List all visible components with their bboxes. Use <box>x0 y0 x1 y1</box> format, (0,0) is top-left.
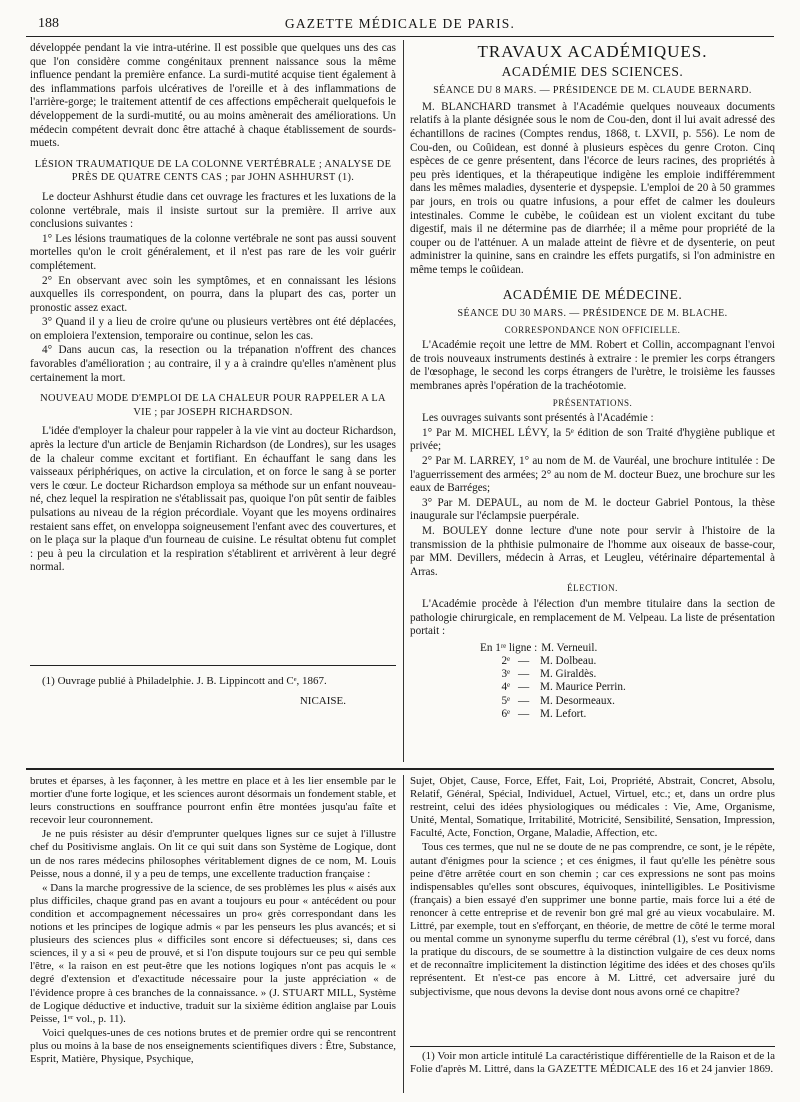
paragraph: Sujet, Objet, Cause, Force, Effet, Fait, Loi, Propriété, Abstrait, Concret, Absolu, Relatif, Général, Spécial, Individuel, Actuel, Virtuel, etc.; et, dans un ordre plus restreint, celui des idées physiologiques ou médicales : Vie, Ame, Organisme, Unité, Mental, Somatique, Irritabilité, Motricité, Sensibilité, Sensation, Impression, Faculté, Acte, Fonction, Organe, Maladie, Affection, etc. <box>410 775 775 840</box>
election-row: 5ᵉ — M. Desormeaux. <box>501 694 615 707</box>
paragraph: développée pendant la vie intra-utérine. Il est possible que quelques uns des cas que l'on considère comme congénitaux prennent naissance sous la même influence pendant la première enfance. La surdi-mutité acquise tient également à des inflammations parfois ulcératives de l'oreille et à des inflammations de l'arrière-gorge; le traitement attentif de ces affections empêcherait quelquefois le développement de la surdi-mutité, ou au moins amènerait des améliorations. Un médecin compétent devrait donc être attaché à chaque établissement de sourds-muets. <box>30 42 396 150</box>
paragraph: Voici quelques-unes de ces notions brutes et de premier ordre qui se rencontrent plus ou moins à la base de nos enseignements scientifiques divers : Être, Substance, Esprit, Matière, Physique, Psychique, <box>30 1026 396 1065</box>
footnote-rule <box>410 1046 775 1047</box>
academy-title-sciences: ACADÉMIE DES SCIENCES. <box>501 63 684 79</box>
election-row: 3ᵉ — M. Giraldès. <box>501 668 597 681</box>
left-column <box>30 42 396 576</box>
footnote: (1) Ouvrage publié à Philadelphie. J. B. Lippincott and Cᵉ, 1867. <box>42 675 327 687</box>
election-row: 2ᵉ — M. Dolbeau. <box>501 654 597 667</box>
election-row: 4ᵉ — M. Maurice Perrin. <box>501 681 626 694</box>
feuilleton-rule <box>26 768 774 770</box>
subheading-correspondance: CORRESPONDANCE NON OFFICIELLE. <box>504 324 681 335</box>
running-title: GAZETTE MÉDICALE DE PARIS. <box>284 16 516 31</box>
election-list <box>480 642 775 721</box>
column-divider <box>403 40 404 762</box>
footnote-rule <box>30 665 396 666</box>
page-header <box>26 14 774 37</box>
subheading-election: ÉLECTION. <box>567 583 618 594</box>
feuilleton-right-column <box>410 775 775 1000</box>
left-footnote-block <box>30 675 396 709</box>
column-divider <box>403 775 404 1093</box>
quotation: « Dans la marche progressive de la science, de ses problèmes les plus « aisés aux plus difficiles, chaque grand pas en avant a toujours eu pour « antécédent ou pour condition et accompagnement nécessaires un pro« grès correspondant dans les notions et les principes de logique admis « par les penseurs les plus avancés; et si plusieurs des sciences plus « difficiles sont encore si défectueuses; si, dans ces sciences, il y a si « peu de prouvé, et si l'on dispute toujours sur ce peu qui semble l'être, « la raison en est peut-être que les notions logiques n'ont pas acquis le « degré d'extension et d'exactitude nécessaire pour la juste appréciation « de l'évidence propre à ces branches de la connaissance. » (J. STUART MILL, Système de Logique déductive et inductive, traduit sur la sixième édition anglaise par Louis Peisse, 1ᵉʳ vol., p. 11). <box>30 881 396 1025</box>
paragraph: 1° Les lésions traumatiques de la colonne vertébrale ne sont pas aussi souvent mortelles qu'on le croit généralement, et il n'est pas rare de les voir guérir complétement. <box>30 232 396 272</box>
paragraph: Les ouvrages suivants sont présentés à l'Académie : <box>422 412 654 425</box>
academy-title-medecine: ACADÉMIE DE MÉDECINE. <box>502 286 683 302</box>
author-signature: NICAISE. <box>299 694 346 707</box>
paragraph: 2° Par M. LARREY, 1° au nom de M. de Vauréal, une brochure intitulée : De l'aguerrissement des armées; 2° au nom de M. docteur Buez, une brochure sur les eaux de Barréges; <box>410 455 775 495</box>
page-number: 188 <box>38 16 59 31</box>
subheading-presentations: PRÉSENTATIONS. <box>552 397 633 408</box>
article-heading-ashhurst: LÉSION TRAUMATIQUE DE LA COLONNE VERTÉBRALE ; ANALYSE DE PRÈS DE QUATRE CENTS CAS ; par JOHN ASHHURST (1). <box>34 158 392 184</box>
paragraph: Tous ces termes, que nul ne se doute de ne pas comprendre, ce sont, je le répète, autant d'énigmes pour la science ; et ces énigmes, il faut qu'elle les pénètre sous peine d'être arrêtée court en son chemin ; car ces expressions ne sont pas moins indispensables qu'elles sont obscures, équivoques, inintelligibles. Le Positivisme (français) a bien essayé d'en supprimer une bonne partie, mais force lui a été de renoncer à cette entreprise et de revenir bon gré mal gré au vieux vocabulaire. M. Littré, par exemple, tout en s'efforçant, en théorie, de mettre de côté le terme moral ou mental comme un synonyme superflu du terme cérébral (1), s'est vu forcé, dans la pratique du discours, de se soumettre à la distinction vulgaire de ces deux noms et de reconnaître implicitement la distinction légitime des idées et des choses qu'ils représentent. Et n'est-ce pas encore à M. Littré, cet adversaire juré du subjectivisme, que nous devons la devise dont nous avons orné ce chapitre? <box>410 841 775 998</box>
election-row: En 1ʳᵉ ligne : M. Verneuil. <box>480 641 598 654</box>
session-heading: SÉANCE DU 30 MARS. — PRÉSIDENCE DE M. BLACHE. <box>457 308 728 320</box>
paragraph: Je ne puis résister au désir d'emprunter quelques lignes sur ce sujet à l'illustre chef du Positivisme anglais. On lit ce qui suit dans son Système de Logique, dont un de nos rares médecins philosophes véritablement dignes de ce nom, M. Louis Peisse, nous a donné, il y a peu de temps, une excellente traduction française : <box>30 828 396 880</box>
paragraph: 1° Par M. MICHEL LÉVY, la 5ᵉ édition de son Traité d'hygiène publique et privée; <box>410 426 775 453</box>
paragraph: L'Académie procède à l'élection d'un membre titulaire dans la section de pathologie chirurgicale, en remplacement de M. Velpeau. La liste de présentation portait : <box>410 597 775 638</box>
paragraph: L'idée d'employer la chaleur pour rappeler à la vie vint au docteur Richardson, après la lecture d'un article de Benjamin Richardson (de Londres), sur les usages de la chaleur comme excitant et fortifiant. En échauffant le sang dans les vaisseaux périphériques, on active la circulation, et on force le sang à se porter vers le cœur. Le docteur Richardson employa sa méthode sur un enfant nouveau-né, chez lequel la respiration ne s'établissait pas, quoique l'on pût sentir de faibles pulsations au niveau de la région précordiale. Voyant que les moyens ordinaires restaient sans effet, on enveloppa soigneusement l'enfant avec des couvertures, et on le plaça sur la plaque d'un fourneau de cuisine. Le résultat obtenu fut complet : peu à peu la circulation et la respiration s'établirent et arrivèrent à leur degré normal. <box>30 425 396 574</box>
right-column <box>410 42 775 721</box>
paragraph: 4° Dans aucun cas, la resection ou la trépanation n'offrent des chances favorables d'amélioration ; au contraire, il y a à craindre qu'elles n'amènent plus certainement la mort. <box>30 344 396 384</box>
paragraph: L'Académie reçoit une lettre de MM. Robert et Collin, accompagnant l'envoi de trois nouveaux instruments destinés à extraire : le premier les corps étrangers de l'œsophage, le second les corps étrangers de l'urètre, le troisième les fausses membranes après l'opération de la trachéotomie. <box>410 339 775 393</box>
paragraph: 2° En observant avec soin les symptômes, et en connaissant les lésions auxquelles ils correspondent, on pourra, dans la plupart des cas, porter un pronostic assez exact. <box>30 274 396 314</box>
paragraph: 3° Par M. DEPAUL, au nom de M. le docteur Gabriel Pontous, la thèse inaugurale sur l'éclampsie puerpérale. <box>410 496 775 523</box>
paragraph: M. BLANCHARD transmet à l'Académie quelques nouveaux documents relatifs à la plante désignée sous le nom de Cou-den, dont il lui avait adressé des échantillons de racines (Comptes rendus, 1868, t. LXVII, p. 556). Le nom de Cou-den, ou Coûidean, est donné à plusieurs espèces du genre Croton. Cinq espèces de ce genre présentent, dans l'écorce de leurs racines, des propriétés à peu près identiques, et la thérapeutique indigène les emploie indifféremment dans les mêmes maladies, dysenterie et dyspepsie. L'emploi de 20 à 50 grammes par jours, en trois ou quatre infusions, a pour effet de calmer les douleurs intestinales. Comme le cubèbe, le coûidean est un violent excitant du tube digestif, mais il ne détermine pas de diarrhée; il a même pour propriété de la couper ou de l'atténuer. A un malade atteint de fièvre et de dysenterie, on peut administrer la quinine, sans en craindre les effets purgatifs, si l'on administre en même temps le coûidean. <box>410 100 775 276</box>
session-heading: SÉANCE DU 8 MARS. — PRÉSIDENCE DE M. CLAUDE BERNARD. <box>433 85 752 97</box>
paragraph: M. BOULEY donne lecture d'une note pour servir à l'histoire de la transmission de la phthisie pulmonaire de l'homme aux oiseaux de basse-cour, par MM. Devillers, médecin à Arras, et Leugleu, vétérinaire départemental à Arras. <box>410 525 775 578</box>
footnote: (1) Voir mon article intitulé La caractéristique différentielle de la Raison et de la Folie d'après M. Littré, dans la GAZETTE MÉDICALE des 16 et 24 janvier 1869. <box>410 1050 775 1075</box>
paragraph: Le docteur Ashhurst étudie dans cet ouvrage les fractures et les luxations de la colonne vertébrale, mais il insiste surtout sur la première. Il arrive aux conclusions suivantes : <box>30 190 396 231</box>
article-heading-richardson: NOUVEAU MODE D'EMPLOI DE LA CHALEUR POUR RAPPELER A LA VIE ; par JOSEPH RICHARDSON. <box>40 393 386 418</box>
feuilleton-footnote <box>410 1050 775 1077</box>
section-title: TRAVAUX ACADÉMIQUES. <box>477 42 708 61</box>
feuilleton-left-column <box>30 775 396 1067</box>
paragraph: 3° Quand il y a lieu de croire qu'une ou plusieurs vertèbres ont été déplacées, on emploiera l'extension, temporaire ou continue, selon les cas. <box>30 316 396 342</box>
paragraph: brutes et éparses, à les façonner, à les mettre en place et à les lier ensemble par le mortier d'une forte logique, et les sciences auront désormais un fondement stable, et leurs constructions en souffrance pourront enfin être montées jusqu'au faîte et recevoir leur couronnement. <box>30 775 396 827</box>
election-row: 6ᵉ — M. Lefort. <box>501 707 587 720</box>
